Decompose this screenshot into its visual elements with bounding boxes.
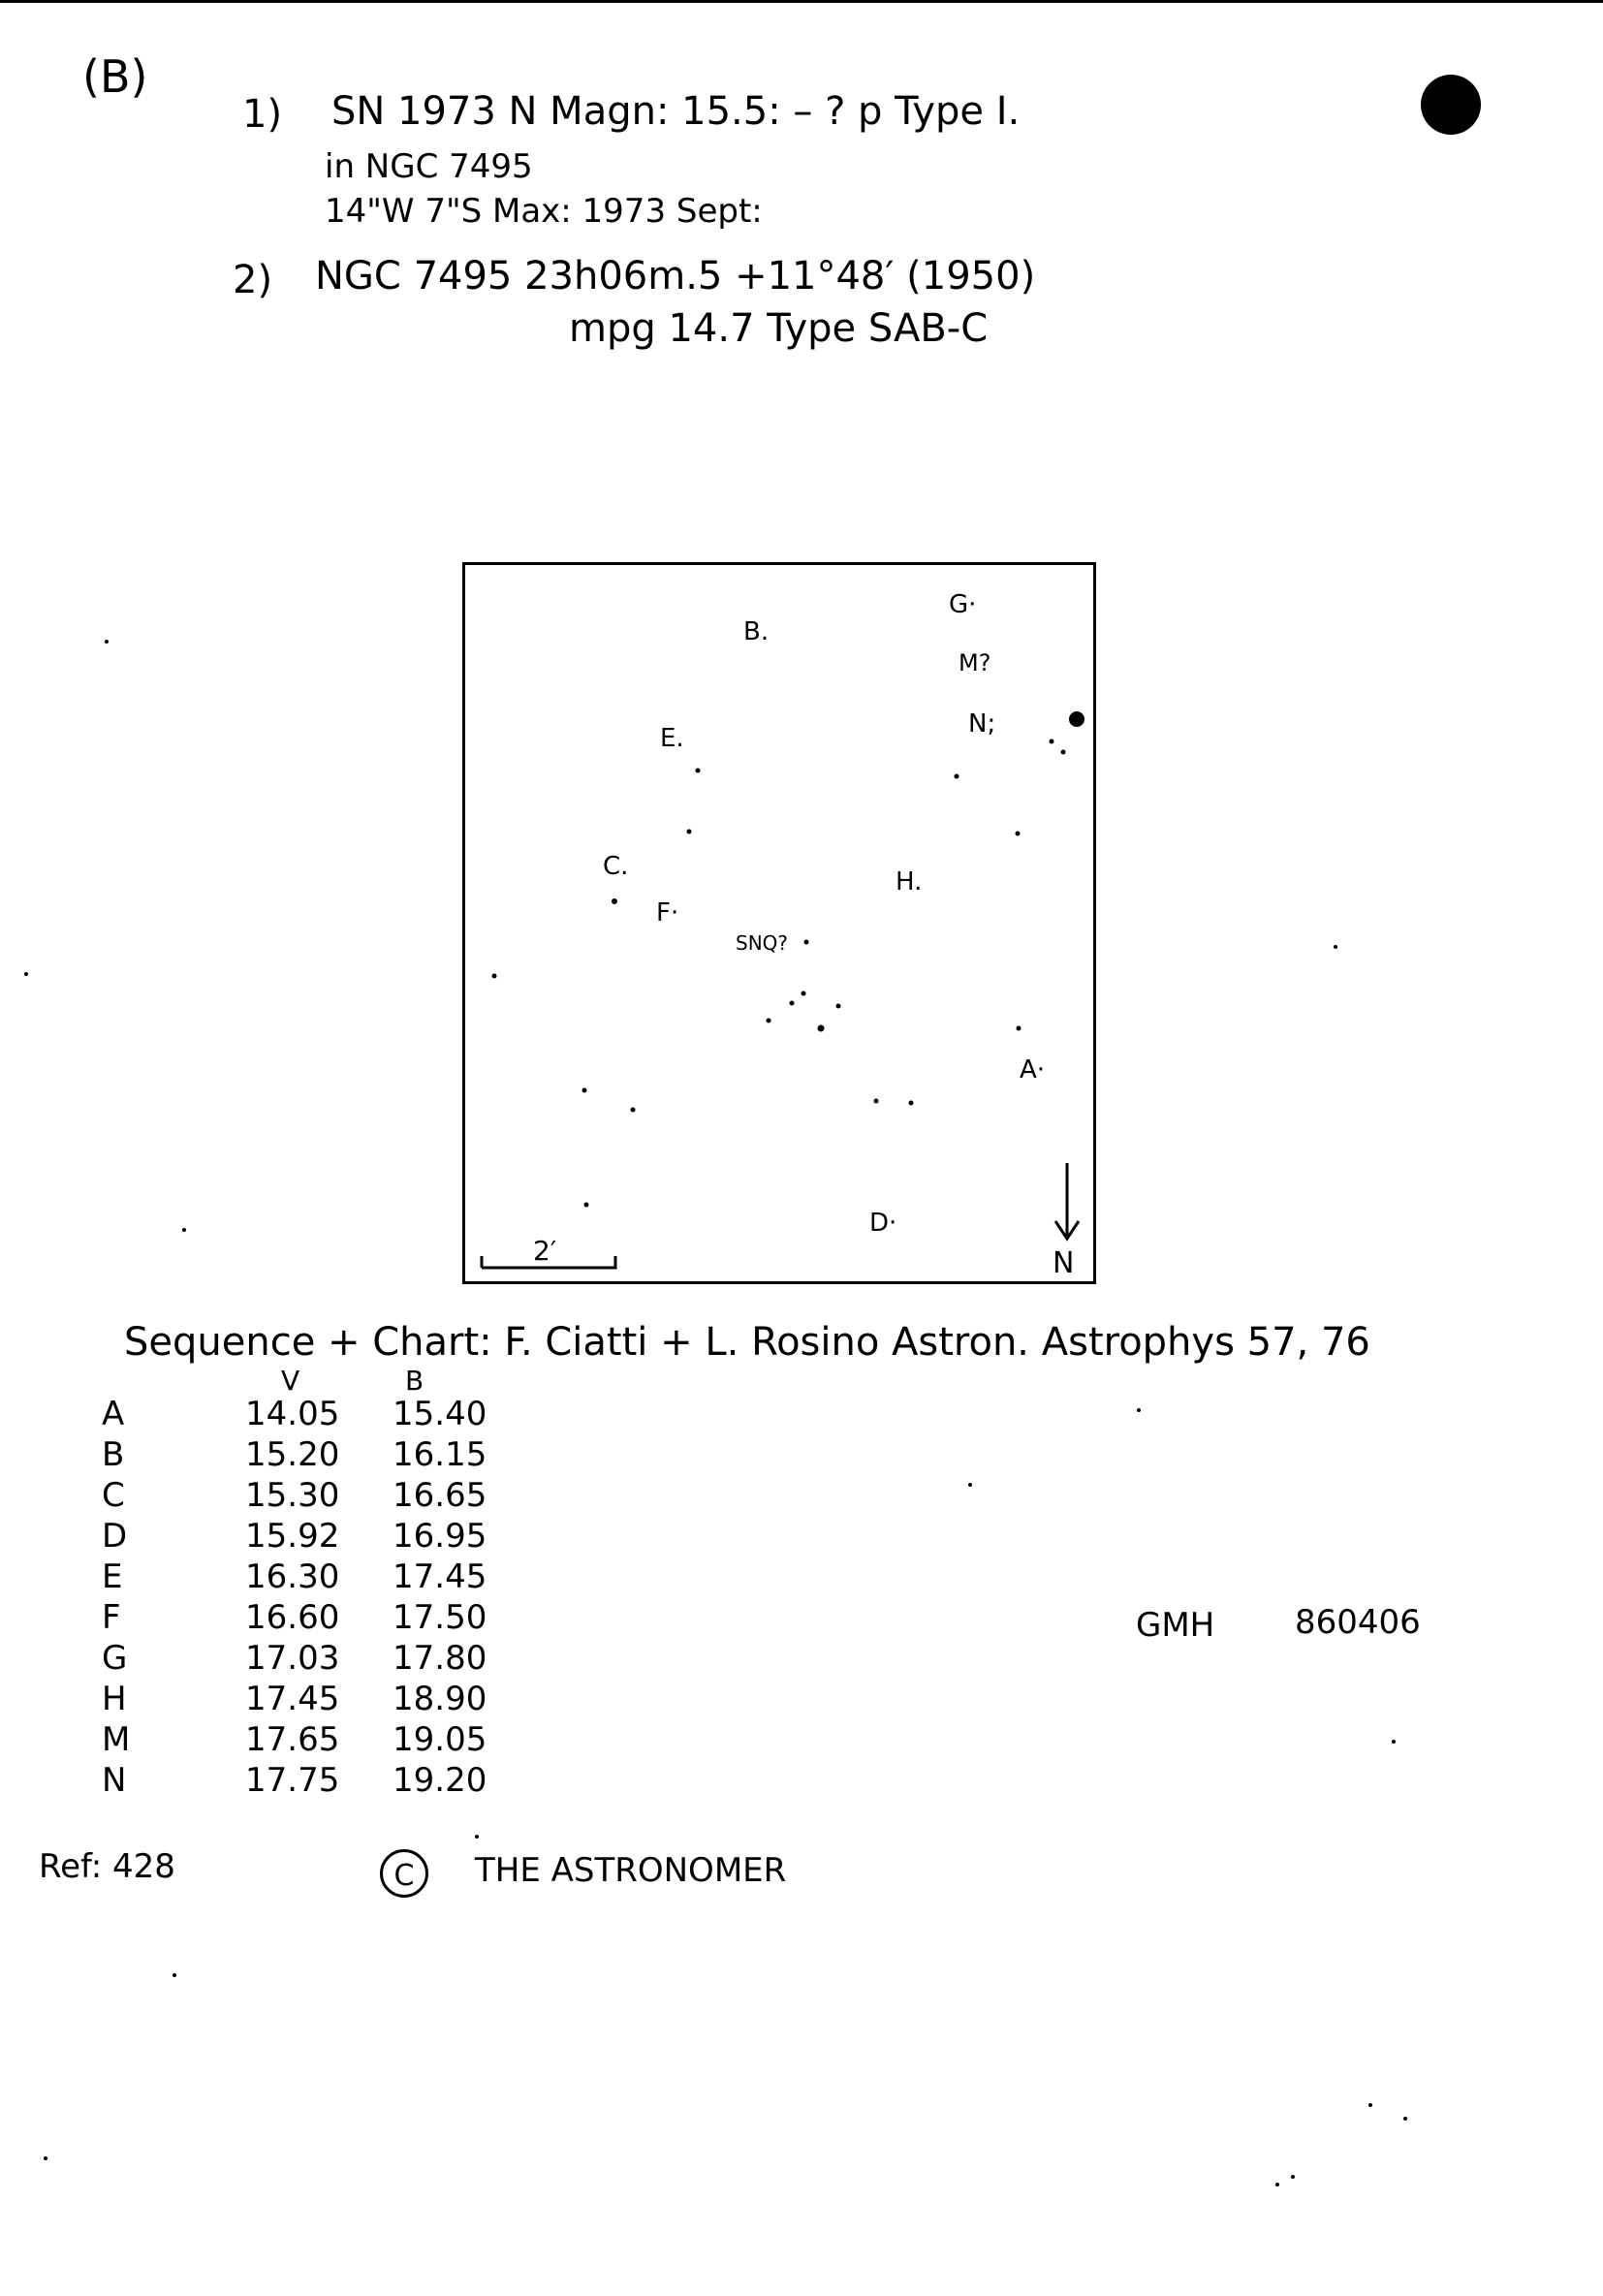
- item2-line2: mpg 14.7 Type SAB-C: [569, 306, 989, 351]
- star-label-e: E.: [660, 724, 684, 753]
- sequence-row: [102, 1557, 509, 1597]
- b-magnitude: 16.95: [393, 1517, 487, 1556]
- v-magnitude: 15.92: [245, 1517, 340, 1556]
- b-magnitude: 15.40: [393, 1395, 487, 1433]
- sequence-row: [102, 1475, 509, 1516]
- star-id: H: [102, 1680, 127, 1718]
- item2-line1: NGC 7495 23h06m.5 +11°48′ (1950): [315, 254, 1036, 299]
- star-dot: [804, 940, 809, 945]
- filled-circle-mark: [1421, 75, 1481, 135]
- b-magnitude: 19.05: [393, 1720, 487, 1759]
- sequence-row: [102, 1760, 509, 1801]
- item1-line3: 14"W 7"S Max: 1973 Sept:: [325, 192, 763, 231]
- paper-speck: [105, 640, 109, 644]
- star-label-b: B.: [743, 617, 770, 646]
- star-id: B: [102, 1435, 125, 1474]
- finder-chart: [462, 562, 1096, 1284]
- sequence-row: [102, 1679, 509, 1719]
- star-id: A: [102, 1395, 125, 1433]
- paper-speck: [182, 1228, 186, 1232]
- sequence-row: [102, 1434, 509, 1475]
- item1-number: 1): [242, 92, 283, 137]
- paper-speck: [1392, 1740, 1396, 1744]
- paper-speck: [968, 1483, 972, 1487]
- v-magnitude: 15.30: [245, 1476, 340, 1515]
- north-arrow: [1055, 1163, 1079, 1239]
- observer-initials: GMH: [1136, 1606, 1215, 1645]
- column-header-b: B: [405, 1365, 424, 1397]
- sequence-title: Sequence + Chart: F. Ciatti + L. Rosino Astron. Astrophys 57, 76: [124, 1320, 1370, 1365]
- b-magnitude: 17.45: [393, 1557, 487, 1596]
- star-label-d: D·: [869, 1209, 897, 1238]
- star-id: M: [102, 1720, 131, 1759]
- star-dot: [818, 1025, 825, 1032]
- star-dot: [874, 1099, 879, 1104]
- b-magnitude: 16.65: [393, 1476, 487, 1515]
- star-label-sn: SNQ?: [736, 931, 789, 955]
- star-dot: [1050, 739, 1054, 744]
- paper-speck: [1403, 2117, 1407, 2121]
- star-label-g: G·: [949, 590, 977, 619]
- v-magnitude: 16.60: [245, 1598, 340, 1637]
- star-id: D: [102, 1517, 128, 1556]
- paper-speck: [173, 1973, 176, 1977]
- star-dot: [1016, 832, 1021, 836]
- star-label-n: N;: [968, 709, 996, 739]
- column-header-v: V: [281, 1365, 300, 1397]
- top-rule: [0, 0, 1603, 3]
- v-magnitude: 17.45: [245, 1680, 340, 1718]
- paper-speck: [44, 2156, 47, 2160]
- paper-speck: [1334, 945, 1337, 949]
- star-dot: [584, 1203, 589, 1208]
- star-id: G: [102, 1639, 128, 1678]
- star-dot: [909, 1101, 914, 1106]
- star-dot: [696, 769, 701, 773]
- bright-star-dot: [1069, 711, 1084, 727]
- b-magnitude: 17.50: [393, 1598, 487, 1637]
- copyright-icon: C: [380, 1849, 428, 1898]
- star-label-h: H.: [896, 867, 923, 896]
- star-id: N: [102, 1761, 127, 1800]
- star-dot: [1061, 750, 1066, 755]
- sequence-row: [102, 1719, 509, 1760]
- star-dot: [790, 1001, 795, 1006]
- star-dot: [631, 1108, 636, 1113]
- v-magnitude: 14.05: [245, 1395, 340, 1433]
- v-magnitude: 16.30: [245, 1557, 340, 1596]
- scale-label: 2′: [533, 1235, 557, 1267]
- paper-speck: [475, 1835, 479, 1839]
- star-id: F: [102, 1598, 121, 1637]
- item1-line2: in NGC 7495: [325, 147, 533, 186]
- b-magnitude: 16.15: [393, 1435, 487, 1474]
- v-magnitude: 17.65: [245, 1720, 340, 1759]
- north-label: N: [1053, 1246, 1075, 1280]
- star-dot: [802, 991, 806, 996]
- date-code: 860406: [1295, 1603, 1421, 1642]
- paper-speck: [1291, 2175, 1295, 2179]
- section-label: (B): [82, 50, 148, 103]
- star-dot: [767, 1019, 771, 1023]
- paper-speck: [1137, 1408, 1141, 1412]
- star-label-m: M?: [959, 649, 991, 676]
- star-dot: [612, 898, 617, 904]
- b-magnitude: 19.20: [393, 1761, 487, 1800]
- star-dot: [955, 774, 959, 779]
- v-magnitude: 15.20: [245, 1435, 340, 1474]
- star-label-f: F·: [656, 898, 679, 928]
- star-dot: [1017, 1026, 1022, 1031]
- star-id: E: [102, 1557, 123, 1596]
- star-label-a: A·: [1020, 1055, 1046, 1085]
- sequence-row: [102, 1516, 509, 1557]
- paper-speck: [1368, 2103, 1372, 2107]
- v-magnitude: 17.75: [245, 1761, 340, 1800]
- star-id: C: [102, 1476, 125, 1515]
- reference: Ref: 428: [39, 1847, 175, 1886]
- sequence-row: [102, 1597, 509, 1638]
- sequence-table: [102, 1394, 509, 1801]
- v-magnitude: 17.03: [245, 1639, 340, 1678]
- star-dot: [836, 1004, 841, 1009]
- b-magnitude: 17.80: [393, 1639, 487, 1678]
- copyright-text: THE ASTRONOMER: [475, 1851, 787, 1890]
- item2-number: 2): [233, 258, 273, 302]
- sequence-row: [102, 1394, 509, 1434]
- paper-speck: [1275, 2183, 1279, 2186]
- star-dot: [582, 1088, 587, 1093]
- star-label-c: C.: [603, 852, 629, 881]
- b-magnitude: 18.90: [393, 1680, 487, 1718]
- item1-line1: SN 1973 N Magn: 15.5: – ? p Type I.: [331, 89, 1021, 134]
- paper-speck: [24, 972, 28, 976]
- star-dot: [492, 974, 497, 979]
- star-dot: [687, 830, 692, 834]
- sequence-row: [102, 1638, 509, 1679]
